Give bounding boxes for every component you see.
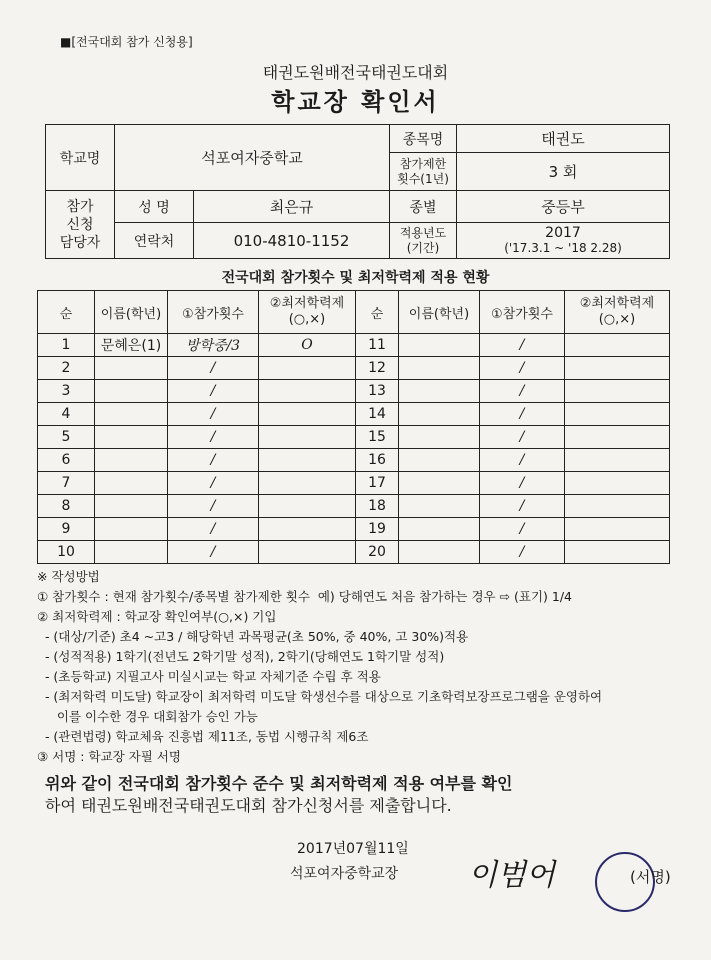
row-mark: [259, 403, 356, 426]
note-line: - (성적적용) 1학기(전년도 2학기말 성적), 2학기(당해연도 1학기말 성적): [37, 649, 445, 664]
contact-value: 010-4810-1152: [194, 223, 390, 259]
row-no-right: 13: [356, 380, 399, 403]
row-mark-right: [565, 357, 670, 380]
principal-title: 석포여자중학교장: [290, 866, 399, 882]
row-count: 방학중/3: [168, 334, 259, 357]
row-name: [95, 380, 168, 403]
row-mark-right: [565, 380, 670, 403]
row-no-right: 15: [356, 426, 399, 449]
row-mark: [259, 449, 356, 472]
note-line: - (초등학교) 지필고사 미실시교는 학교 자체기준 수립 후 적용: [37, 669, 381, 684]
col-min-right: ②최저학력제 (○,×): [565, 291, 670, 334]
row-count: /: [168, 472, 259, 495]
row-name-right: [399, 449, 480, 472]
event-label: 종목명: [390, 125, 457, 153]
row-no-right: 18: [356, 495, 399, 518]
limit-label: 참가제한 횟수(1년): [390, 153, 457, 191]
applicant-label: 참가 신청 담당자: [46, 191, 115, 259]
row-name: [95, 541, 168, 564]
row-name-right: [399, 495, 480, 518]
row-no: 7: [38, 472, 95, 495]
school-name: 석포여자중학교: [115, 125, 390, 191]
row-name: [95, 495, 168, 518]
row-name-right: [399, 472, 480, 495]
note-line: 이를 이수한 경우 대회참가 승인 가능: [37, 709, 258, 724]
row-no: 3: [38, 380, 95, 403]
notes: [37, 567, 602, 767]
row-count-right: /: [480, 518, 565, 541]
document-title: 학교장 확인서: [271, 88, 440, 116]
row-no-right: 17: [356, 472, 399, 495]
sign-suffix: (서명): [630, 868, 671, 886]
notes-heading: ※ 작성방법: [37, 569, 100, 584]
row-no-right: 16: [356, 449, 399, 472]
row-name: [95, 426, 168, 449]
row-count-right: /: [480, 472, 565, 495]
row-name: [95, 449, 168, 472]
row-count-right: /: [480, 357, 565, 380]
row-count: /: [168, 449, 259, 472]
table-row: [38, 541, 670, 564]
col-count-right: ①참가횟수: [480, 291, 565, 334]
table-row: [38, 334, 670, 357]
row-count: /: [168, 495, 259, 518]
row-count: /: [168, 357, 259, 380]
name-value: 최은규: [194, 191, 390, 223]
row-name-right: [399, 403, 480, 426]
year-value: 2017 ('17.3.1 ~ '18 2.28): [457, 223, 670, 259]
row-no: 8: [38, 495, 95, 518]
row-name-right: [399, 357, 480, 380]
note-line: - (최저학력 미도달) 학교장이 최저학력 미도달 학생선수를 대상으로 기초학력보장프로그램을 운영하여: [37, 689, 603, 704]
row-name: [95, 357, 168, 380]
info-table: [45, 124, 670, 259]
row-name-right: [399, 541, 480, 564]
row-mark-right: [565, 472, 670, 495]
row-count-right: /: [480, 426, 565, 449]
row-count-right: /: [480, 495, 565, 518]
table-row: [38, 380, 670, 403]
note-line: - (대상/기준) 초4 ~고3 / 해당학년 과목평균(초 50%, 중 40%, 고 30%)적용: [37, 629, 469, 644]
row-mark-right: [565, 426, 670, 449]
row-count: /: [168, 403, 259, 426]
row-mark-right: [565, 334, 670, 357]
row-mark-right: [565, 495, 670, 518]
row-no: 1: [38, 334, 95, 357]
signature: 이범어: [468, 858, 555, 893]
col-min: ②최저학력제 (○,×): [259, 291, 356, 334]
statement-line-1: 위와 같이 전국대회 참가횟수 준수 및 최저학력제 적용 여부를 확인: [45, 774, 513, 793]
row-count: /: [168, 518, 259, 541]
row-name: [95, 472, 168, 495]
row-mark-right: [565, 403, 670, 426]
row-mark: [259, 426, 356, 449]
row-mark: [259, 518, 356, 541]
table-row: [38, 472, 670, 495]
row-name-right: [399, 380, 480, 403]
row-no: 2: [38, 357, 95, 380]
row-count-right: /: [480, 334, 565, 357]
row-no: 10: [38, 541, 95, 564]
row-no-right: 11: [356, 334, 399, 357]
col-count: ①참가횟수: [168, 291, 259, 334]
name-label: 성 명: [115, 191, 194, 223]
row-count-right: /: [480, 380, 565, 403]
table-row: [38, 449, 670, 472]
row-mark: [259, 357, 356, 380]
table-row: [38, 495, 670, 518]
row-name-right: [399, 426, 480, 449]
row-count-right: /: [480, 541, 565, 564]
division-value: 중등부: [457, 191, 670, 223]
row-name-right: [399, 518, 480, 541]
row-count: /: [168, 541, 259, 564]
form-tag: ■[전국대회 참가 신청용]: [60, 35, 193, 49]
table-row: [38, 357, 670, 380]
limit-value: 3 회: [457, 153, 670, 191]
col-name-right: 이름(학년): [399, 291, 480, 334]
col-no: 순: [38, 291, 95, 334]
row-count-right: /: [480, 403, 565, 426]
note-line: ② 최저학력제 : 학교장 확인여부(○,×) 기입: [37, 609, 277, 624]
col-name: 이름(학년): [95, 291, 168, 334]
row-no-right: 12: [356, 357, 399, 380]
row-name: 문혜은(1): [95, 334, 168, 357]
row-count: /: [168, 380, 259, 403]
row-mark-right: [565, 449, 670, 472]
row-no-right: 19: [356, 518, 399, 541]
row-mark: O: [259, 334, 356, 357]
row-name-right: [399, 334, 480, 357]
statement-line-2: 하여 태권도원배전국태권도대회 참가신청서를 제출합니다.: [45, 796, 452, 815]
col-no-right: 순: [356, 291, 399, 334]
row-no: 9: [38, 518, 95, 541]
division-label: 종별: [390, 191, 457, 223]
note-line: ① 참가횟수 : 현재 참가횟수/종목별 참가제한 횟수 예) 당해연도 처음 참가하는 경우 ⇨ (표기) 1/4: [37, 589, 573, 604]
row-mark: [259, 380, 356, 403]
year-label: 적용년도 (기간): [390, 223, 457, 259]
row-name: [95, 403, 168, 426]
row-no-right: 20: [356, 541, 399, 564]
row-name: [95, 518, 168, 541]
row-no: 5: [38, 426, 95, 449]
note-line: ③ 서명 : 학교장 자필 서명: [37, 749, 181, 764]
stats-heading: 전국대회 참가횟수 및 최저학력제 적용 현황: [221, 270, 490, 286]
row-mark-right: [565, 541, 670, 564]
row-no: 4: [38, 403, 95, 426]
table-row: [38, 518, 670, 541]
row-count-right: /: [480, 449, 565, 472]
row-count: /: [168, 426, 259, 449]
row-no: 6: [38, 449, 95, 472]
table-row: [38, 426, 670, 449]
row-mark: [259, 472, 356, 495]
row-mark: [259, 541, 356, 564]
row-mark: [259, 495, 356, 518]
table-row: [38, 403, 670, 426]
date: 2017년07월11일: [297, 841, 409, 857]
note-line: - (관련법령) 학교체육 진흥법 제11조, 동법 시행규칙 제6조: [37, 729, 369, 744]
organization-name: 태권도원배전국태권도대회: [262, 63, 449, 82]
event-value: 태권도: [457, 125, 670, 153]
row-mark-right: [565, 518, 670, 541]
contact-label: 연락처: [115, 223, 194, 259]
row-no-right: 14: [356, 403, 399, 426]
stats-table: [37, 290, 670, 564]
school-label: 학교명: [46, 125, 115, 191]
